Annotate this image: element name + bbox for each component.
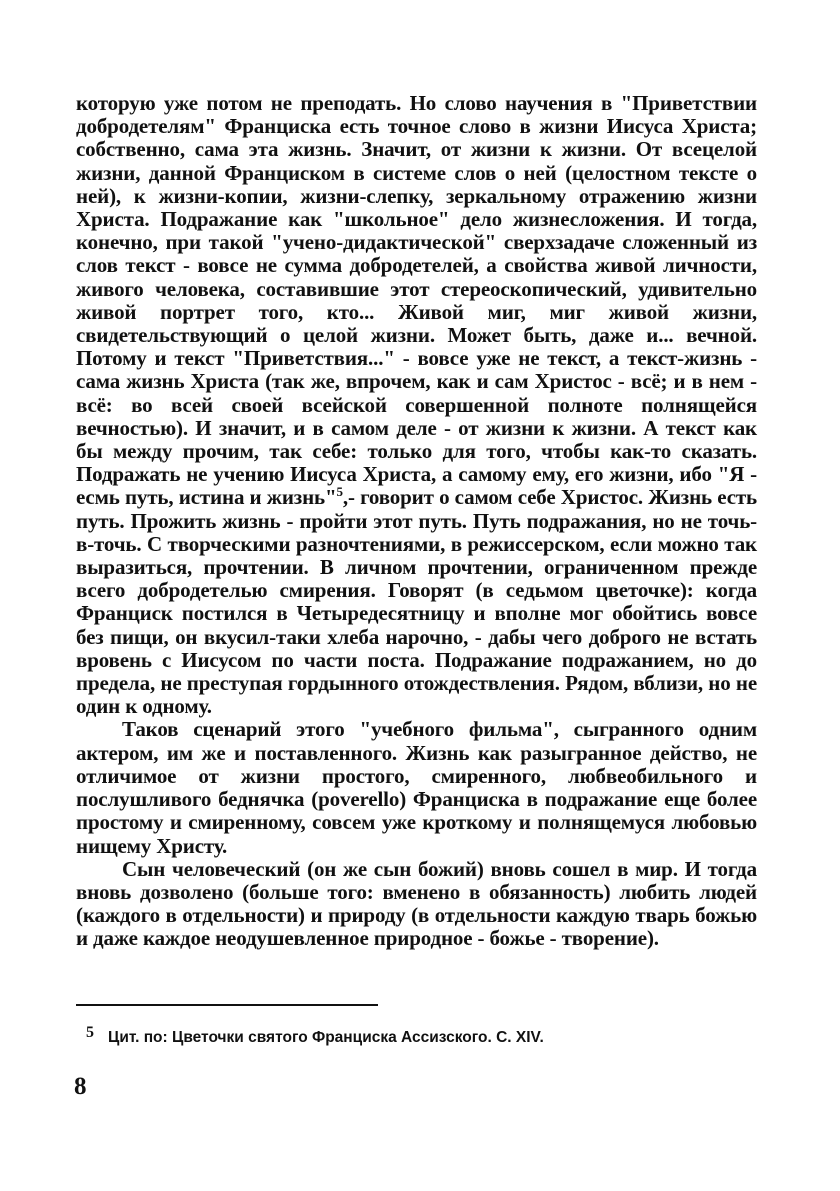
page-body — [76, 92, 757, 951]
footnote — [86, 1024, 544, 1047]
page-number: 8 — [74, 1073, 87, 1100]
paragraph-1-text-after-note: ,- говорит о самом себе Христос. Жизнь есть путь. Прожить жизнь - пройти этот путь. Путь подражания, но не точь-в-точь. С творческими разночтениями, в режиссерском, если можно так выразиться, прочтении. В личном прочтении, ограниченном прежде всего добродетелью смирения. Говорят (в седьмом цветочке): когда Франциск постился в Четыредесятницу и вполне мог обойтись вовсе без пищи, он вкусил-таки хлеба нарочно, - дабы чего доброго не встать вровень с Иисусом по части поста. Подражание подражанием, но до предела, не преступая гордынного отождествления. Рядом, вблизи, но не один к одному. — [76, 485, 757, 719]
body-paragraph-2: Таков сценарий этого "учебного фильма", сыгранного одним актером, им же и поставленного. Жизнь как разыгранное действо, не отличимое от жизни простого, смиренного, любвеобильного и послушливого беднячка (poverello) Франциска в подражание еще более простому и смиренному, совсем уже кроткому и полнящемуся любовью нищему Христу. — [76, 717, 757, 858]
footnote-reference[interactable]: 5 — [336, 484, 343, 500]
paragraph-1-text-before-note: которую уже потом не преподать. Но слово научения в "Приветствии добродетелям" Франциска есть точное слово в жизни Иисуса Христа; собственно, сама эта жизнь. Значит, от жизни к жизни. От всецелой жизни, данной Франциском в системе слов о ней (целостном тексте о ней), к жизни-копии, жизни-слепку, зеркальному отражению жизни Христа. Подражание как "школьное" дело жизнесложения. И тогда, конечно, при такой "учено-дидактической" сверхзадаче сложенный из слов текст - вовсе не сумма добродетелей, а свойства живой личности, живого человека, составившие этот стереоскопический, удивительно живой портрет того, кто... Живой миг, миг живой жизни, свидетельствующий о целой жизни. Может быть, даже и... вечной. Потому и текст "Приветствия..." - вовсе уже не текст, а текст-жизнь - сама жизнь Христа (так же, впрочем, как и сам Христос - всё; и в нем - всё: во всей своей всейской совершенной полноте полнящейся вечностью). И значит, и в самом деле - от жизни к жизни. А текст как бы между прочим, так себе: только для того, чтобы как-то сказать. Подражать не учению Иисуса Христа, а самому ему, его жизни, ибо "Я - есмь путь, истина и жизнь" — [76, 91, 757, 510]
footnote-marker: 5 — [86, 1024, 94, 1041]
footnote-text: Цит. по: Цветочки святого Франциска Ассизского. С. XIV. — [108, 1029, 544, 1046]
body-paragraph-3: Сын человеческий (он же сын божий) вновь сошел в мир. И тогда вновь дозволено (больше того: вменено в обязанность) любить людей (каждого в отдельности) и природу (в отдельности каждую тварь божью и даже каждое неодушевленное природное - божье - творение). — [76, 856, 757, 951]
footnote-separator — [76, 1004, 378, 1006]
body-paragraph-1 — [76, 92, 757, 718]
